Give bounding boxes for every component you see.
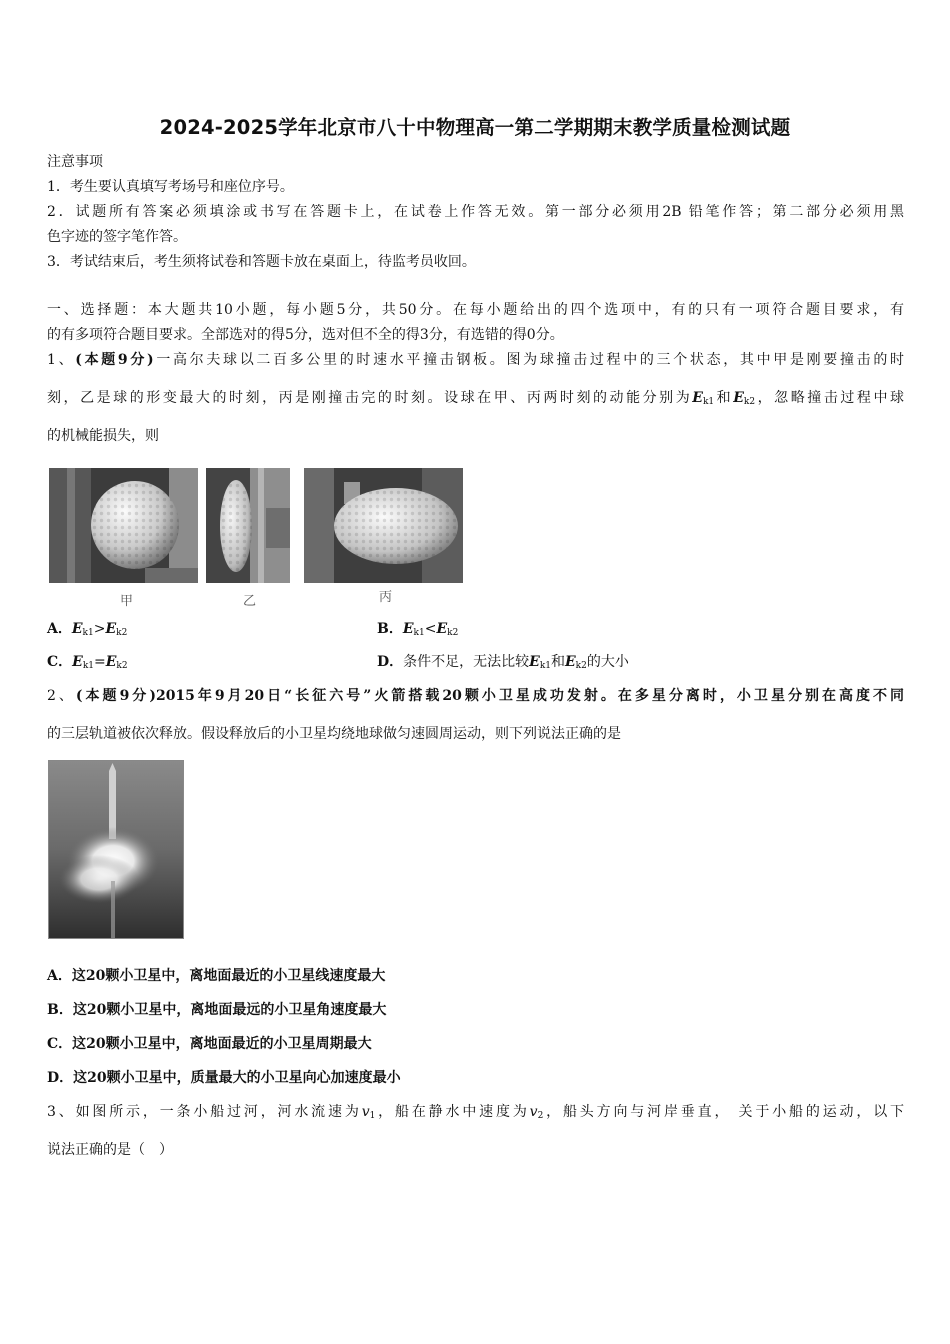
- ek1-sub: k1: [82, 661, 95, 671]
- ek1-sub: k1: [82, 628, 94, 638]
- option-letter: B．: [377, 621, 403, 637]
- section-intro-line-1: 一、选择题：本大题共10小题，每小题5分，共50分。在每小题给出的四个选项中，有的只有一项符合题目要求，有: [47, 302, 904, 318]
- notice-item-1: 1．考生要认真填写考场号和座位序号。: [47, 179, 294, 195]
- q2-option-c[interactable]: [47, 1034, 372, 1054]
- q3-line1-c: ，船头方向与河岸垂直， 关于小船的运动，以下: [543, 1104, 905, 1120]
- relation-op: <: [424, 621, 437, 637]
- q1-number: 1、: [47, 352, 76, 368]
- v2-sub: 2: [537, 1111, 544, 1121]
- q3-line1-b: ，船在静水中速度为: [375, 1104, 530, 1120]
- ek1-symbol: E: [402, 621, 414, 637]
- q1-line2-pre: 刻，乙是球的形变最大的时刻，丙是刚撞击完的时刻。设球在甲、丙两时刻的动能分别为: [47, 390, 693, 406]
- q3-line1-a: 3、如图所示，一条小船过河，河水流速为: [47, 1104, 362, 1120]
- option-letter: C．: [47, 654, 73, 670]
- q1-stem-line-3: 的机械能损失，则: [47, 428, 159, 444]
- q1-line2-mid: 和: [714, 390, 734, 406]
- q1-option-a[interactable]: [47, 619, 127, 643]
- notice-item-3: 3．考试结束后，考生须将试卷和答题卡放在桌面上，待监考员收回。: [47, 254, 476, 270]
- option-text: 这20颗小卫星中，质量最大的小卫星向心加速度最小: [73, 1070, 401, 1086]
- q3-stem-line-2: 说法正确的是（ ）: [47, 1142, 173, 1158]
- ek2-sub: k2: [575, 661, 587, 671]
- ek1-sub: k1: [413, 628, 425, 638]
- q1-option-b[interactable]: [377, 619, 458, 643]
- q1-line1: 一高尔夫球以二百多公里的时速水平撞击钢板。图为球撞击过程中的三个状态，其中甲是刚要撞击的时: [153, 352, 904, 368]
- option-letter: A．: [47, 621, 72, 637]
- q2-option-d[interactable]: [47, 1068, 401, 1088]
- ek1-sub: k1: [702, 397, 715, 407]
- option-text: 这20颗小卫星中，离地面最远的小卫星角速度最大: [72, 1002, 387, 1018]
- option-text: 条件不足，无法比较: [403, 654, 530, 670]
- option-letter: C．: [47, 1036, 73, 1052]
- q1-tag: (本题9分): [75, 352, 154, 368]
- notice-heading: 注意事项: [47, 154, 103, 170]
- exam-title: 2024-2025学年北京市八十中物理高一第二学期期末教学质量检测试题: [159, 116, 791, 139]
- q3-stem-line-1: [47, 1102, 904, 1126]
- q2-number: 2、: [47, 688, 76, 704]
- q1-line2-post: ，忽略撞击过程中球: [755, 390, 905, 406]
- option-letter: D．: [377, 654, 404, 670]
- option-letter: A．: [47, 968, 72, 984]
- notice-item-2: 2．试题所有答案必须填涂或书写在答题卡上，在试卷上作答无效。第一部分必须用2B 铅笔作答；第二部分必须用黑: [47, 204, 904, 220]
- ek1-symbol: E: [692, 390, 703, 406]
- ek2-sub: k2: [116, 661, 128, 671]
- ek1-symbol: E: [72, 654, 83, 670]
- q1-option-d[interactable]: [377, 652, 629, 676]
- ek2-symbol: E: [105, 654, 117, 670]
- option-text: 和: [551, 654, 565, 670]
- option-letter: B．: [47, 1002, 73, 1018]
- ek1-sub: k1: [539, 661, 551, 671]
- v2-symbol: v: [529, 1104, 538, 1120]
- q2-line1: 2015年9月20日“长征六号”火箭搭载20颗小卫星成功发射。在多星分离时，小卫星分别在高度不同: [155, 688, 904, 704]
- q2-tag: (本题9分): [75, 688, 156, 704]
- golf-ball-photo-yi: [206, 468, 290, 583]
- caption-yi: 乙: [243, 594, 257, 609]
- ek2-symbol: E: [436, 621, 448, 637]
- q2-option-b[interactable]: [47, 1000, 386, 1020]
- caption-jia: 甲: [120, 594, 134, 609]
- v1-sub: 1: [369, 1111, 376, 1121]
- ek1-symbol: E: [529, 654, 540, 670]
- q1-option-c[interactable]: [47, 652, 128, 676]
- ek2-sub: k2: [447, 628, 459, 638]
- ek2-sub: k2: [116, 628, 128, 638]
- ek2-symbol: E: [733, 390, 744, 406]
- q1-stem-line-1: [47, 350, 904, 370]
- option-text: 的大小: [586, 654, 629, 670]
- notice-item-2-cont: 色字迹的签字笔作答。: [47, 229, 187, 245]
- q2-option-a[interactable]: [47, 966, 385, 986]
- option-text: 这20颗小卫星中，离地面最近的小卫星周期最大: [72, 1036, 372, 1052]
- option-letter: D．: [47, 1070, 74, 1086]
- ek2-symbol: E: [105, 621, 117, 637]
- ek2-sub: k2: [743, 397, 756, 407]
- rocket-launch-photo: [48, 760, 184, 939]
- q2-stem-line-2: 的三层轨道被依次释放。假设释放后的小卫星均绕地球做匀速圆周运动，则下列说法正确的是: [47, 726, 621, 742]
- v1-symbol: v: [361, 1104, 370, 1120]
- q1-stem-line-2: [47, 388, 904, 412]
- ek2-symbol: E: [565, 654, 576, 670]
- option-text: 这20颗小卫星中，离地面最近的小卫星线速度最大: [71, 968, 386, 984]
- q2-stem-line-1: [47, 686, 904, 706]
- ek1-symbol: E: [71, 621, 83, 637]
- section-intro-line-2: 的有多项符合题目要求。全部选对的得5分，选对但不全的得3分，有选错的得0分。: [47, 327, 564, 343]
- golf-ball-photo-bing: [304, 468, 463, 583]
- golf-ball-photo-jia: [49, 468, 198, 583]
- caption-bing: 丙: [379, 590, 393, 605]
- relation-op: =: [94, 654, 106, 670]
- relation-op: >: [93, 621, 106, 637]
